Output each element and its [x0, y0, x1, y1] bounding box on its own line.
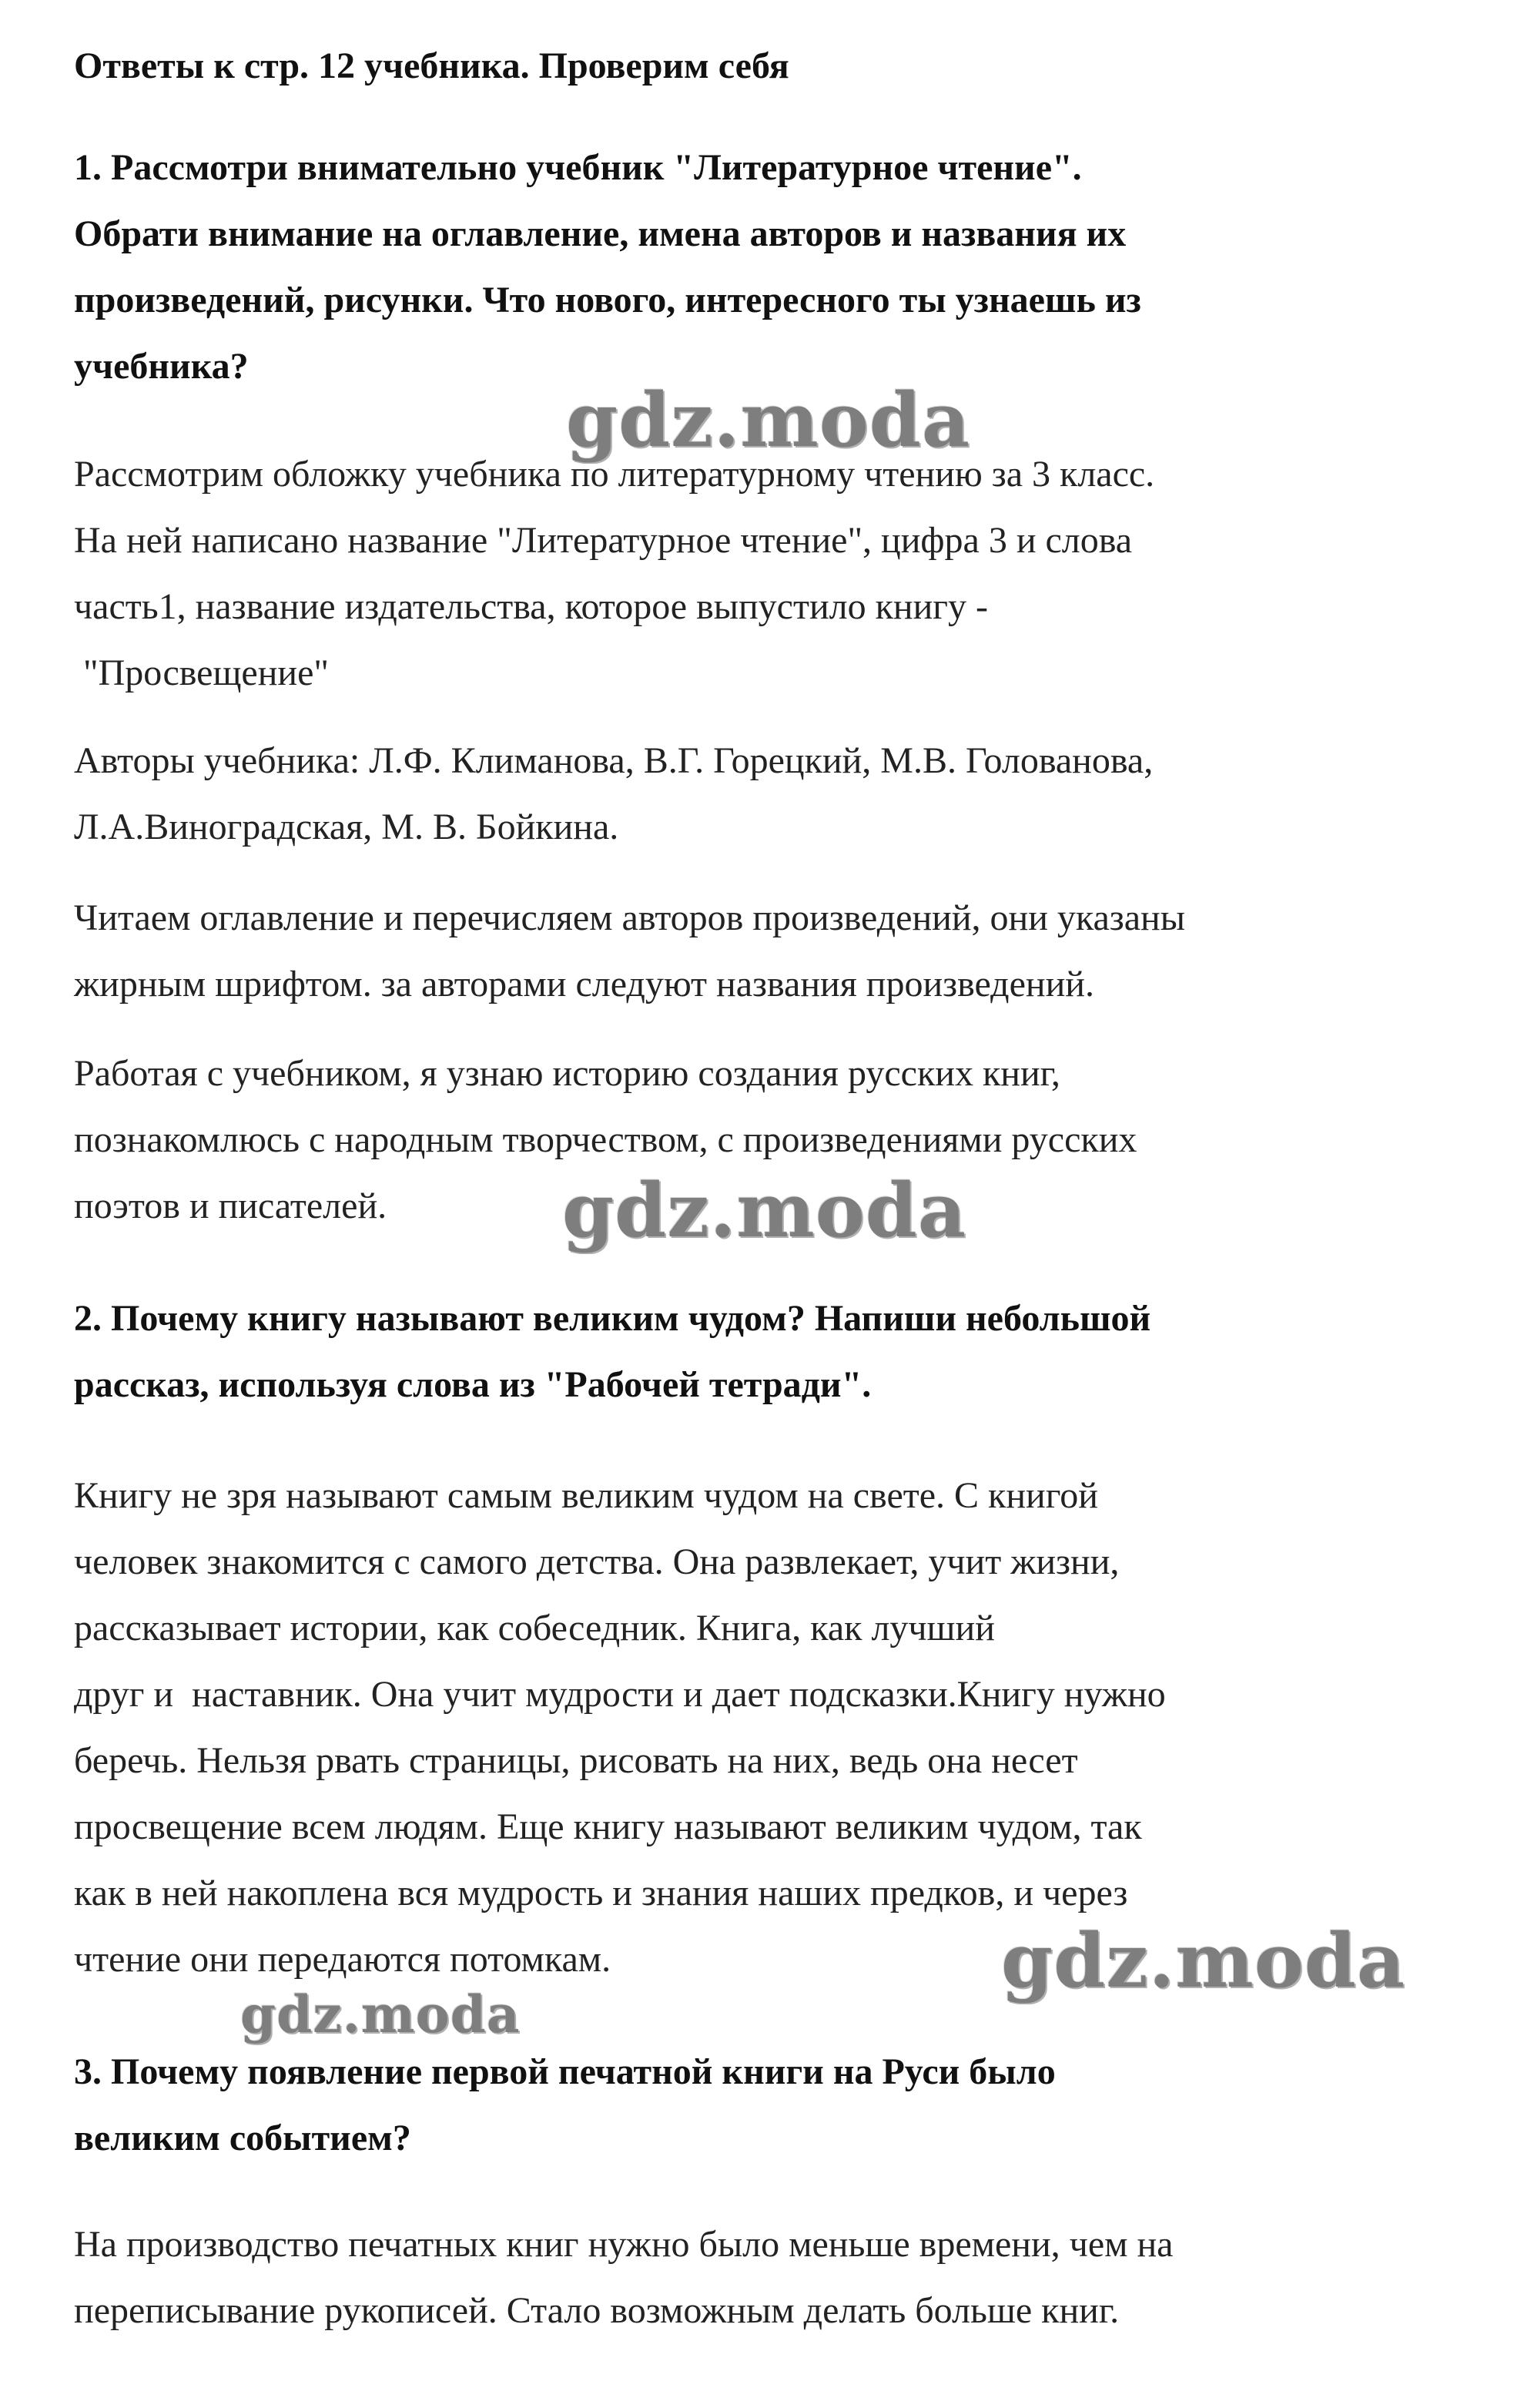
- answer-2-line: рассказывает истории, как собеседник. Книга, как лучший: [74, 1608, 995, 1648]
- answer-1-paragraph-1-line: На ней написано название "Литературное чтение", цифра 3 и слова: [74, 520, 1133, 561]
- page-title: Ответы к стр. 12 учебника. Проверим себя: [74, 45, 789, 86]
- answer-2-line: Книгу не зря называют самым великим чудом на свете. С книгой: [74, 1475, 1098, 1516]
- answer-3-line: На производство печатных книг нужно было меньше времени, чем на: [74, 2224, 1174, 2265]
- watermark: gdz.moda: [240, 1984, 521, 2044]
- answer-1-paragraph-4-line: Работая с учебником, я узнаю историю создания русских книг,: [74, 1053, 1060, 1094]
- answer-1-paragraph-2-line: Авторы учебника: Л.Ф. Климанова, В.Г. Горецкий, М.В. Голованова,: [74, 740, 1154, 781]
- answer-2-line: беречь. Нельзя рвать страницы, рисовать на них, ведь она несет: [74, 1740, 1078, 1781]
- watermark: gdz.moda: [562, 1167, 967, 1254]
- answer-1-paragraph-3-line: Читаем оглавление и перечисляем авторов произведений, они указаны: [74, 897, 1185, 938]
- question-2-line: 2. Почему книгу называют великим чудом? Напиши небольшой: [74, 1298, 1151, 1339]
- question-3-line: великим событием?: [74, 2118, 411, 2158]
- answer-2-line: друг и наставник. Она учит мудрости и дает подсказки.Книгу нужно: [74, 1674, 1166, 1715]
- answer-1-paragraph-3-line: жирным шрифтом. за авторами следуют названия произведений.: [74, 964, 1094, 1004]
- question-1-line: 1. Рассмотри внимательно учебник "Литературное чтение".: [74, 147, 1082, 188]
- answer-2-line: человек знакомится с самого детства. Она развлекает, учит жизни,: [74, 1541, 1120, 1582]
- answer-2-line: как в ней накоплена вся мудрость и знания наших предков, и через: [74, 1873, 1128, 1913]
- answer-1-paragraph-4-line: познакомлюсь с народным творчеством, с произведениями русских: [74, 1119, 1137, 1160]
- question-2-line: рассказ, используя слова из "Рабочей тетради".: [74, 1364, 872, 1405]
- watermark: gdz.moda: [1001, 1917, 1406, 2004]
- question-3-line: 3. Почему появление первой печатной книги на Руси было: [74, 2051, 1056, 2092]
- answer-1-paragraph-1-line: часть1, название издательства, которое выпустило книгу -: [74, 586, 988, 627]
- answer-1-paragraph-4-line: поэтов и писателей.: [74, 1186, 387, 1226]
- answer-2-line: чтение они передаются потомкам.: [74, 1939, 611, 1980]
- question-1-line: Обрати внимание на оглавление, имена авторов и названия их: [74, 213, 1127, 254]
- question-1-line: учебника?: [74, 346, 249, 387]
- watermark: gdz.moda: [566, 377, 971, 464]
- answer-2-line: просвещение всем людям. Еще книгу называют великим чудом, так: [74, 1806, 1142, 1847]
- answer-1-paragraph-2-line: Л.А.Виноградская, М. В. Бойкина.: [74, 807, 619, 847]
- answer-3-line: переписывание рукописей. Стало возможным делать больше книг.: [74, 2290, 1120, 2331]
- question-1-line: произведений, рисунки. Что нового, интересного ты узнаешь из: [74, 280, 1141, 320]
- answer-1-paragraph-1-line: "Просвещение": [74, 652, 329, 693]
- answer-1-paragraph-1-line: Рассмотрим обложку учебника по литературному чтению за 3 класс.: [74, 454, 1155, 495]
